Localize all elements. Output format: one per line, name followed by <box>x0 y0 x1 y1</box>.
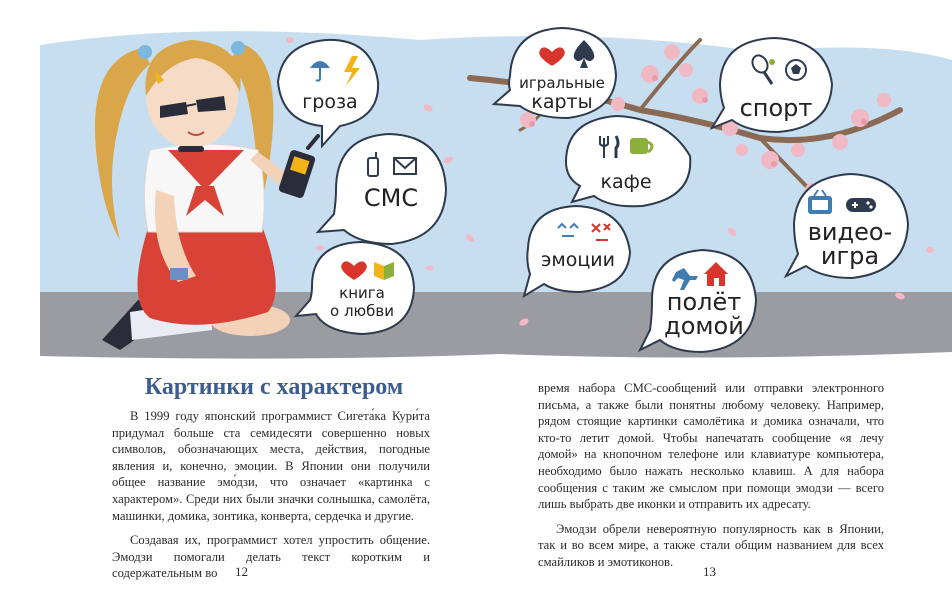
bubble-label-love-book-2: о любви <box>330 302 394 320</box>
bubble-label-emotions: эмоции <box>540 249 616 271</box>
bubble-label-sport: спорт <box>739 94 813 122</box>
bubble-label-sms: СМС <box>363 184 419 212</box>
right-paragraph-2: Эмодзи обрели невероятную популярность как в Японии, так и во всем мире, а также стали общим названием для всех смайликов и эмотиконов. <box>538 521 884 569</box>
chapter-title: Картинки с характером <box>144 374 404 400</box>
bubble-label-videogame-2: игра <box>820 242 880 270</box>
left-page-text <box>112 408 430 590</box>
bubble-emotions <box>524 206 630 296</box>
bubble-label-videogame-1: видео- <box>807 218 893 246</box>
bubble-label-cards-1: игральные <box>519 74 605 92</box>
soccer-ball-icon <box>786 60 806 80</box>
page-number-left: 12 <box>235 564 248 579</box>
right-page-text <box>538 380 884 579</box>
bubble-label-flight-1: полёт <box>666 288 742 316</box>
left-paragraph-1: В 1999 году японский программист Сигета́ка Кури́та придумал больше ста семидесяти совершенно новых символов, обозначающих места, действия, погодные явления и, конечно, эмоции. В Японии они получили общее название эмо́дзи, что означает «картинка с характером». Среди них были значки солнышка, самолёта, машинки, домика, зонтика, конверта, сердечка и другие. <box>112 409 430 523</box>
bubble-label-cards-2: карты <box>531 91 593 113</box>
gamepad-icon <box>846 198 876 212</box>
bubble-label-love-book-1: книга <box>339 284 385 302</box>
bubble-label-storm: гроза <box>302 91 358 113</box>
left-paragraph-2: Создавая их, программист хотел упростить общение. Эмодзи помогали делать текст коротким и содержательным во <box>112 533 430 581</box>
right-paragraph-1: время набора СМС-сообщений или отправки электронного письма, а также были понятны любому человеку. Например, рядом стоящие картинки самолётика и домика означали, что кто-то летит домой. Чтобы напечатать сообщение «я лечу домой» на кнопочном телефоне или клавиатуре компьютера, необходимо было нажать несколько клавиш. А для набора сообщения с таким же смыслом при помощи эмодзи — всего лишь выбрать две иконки и отправить их адресату. <box>538 381 884 512</box>
page-number-right: 13 <box>703 564 716 579</box>
bubble-label-flight-2: домой <box>664 312 744 340</box>
bubble-label-cafe: кафе <box>600 171 652 193</box>
